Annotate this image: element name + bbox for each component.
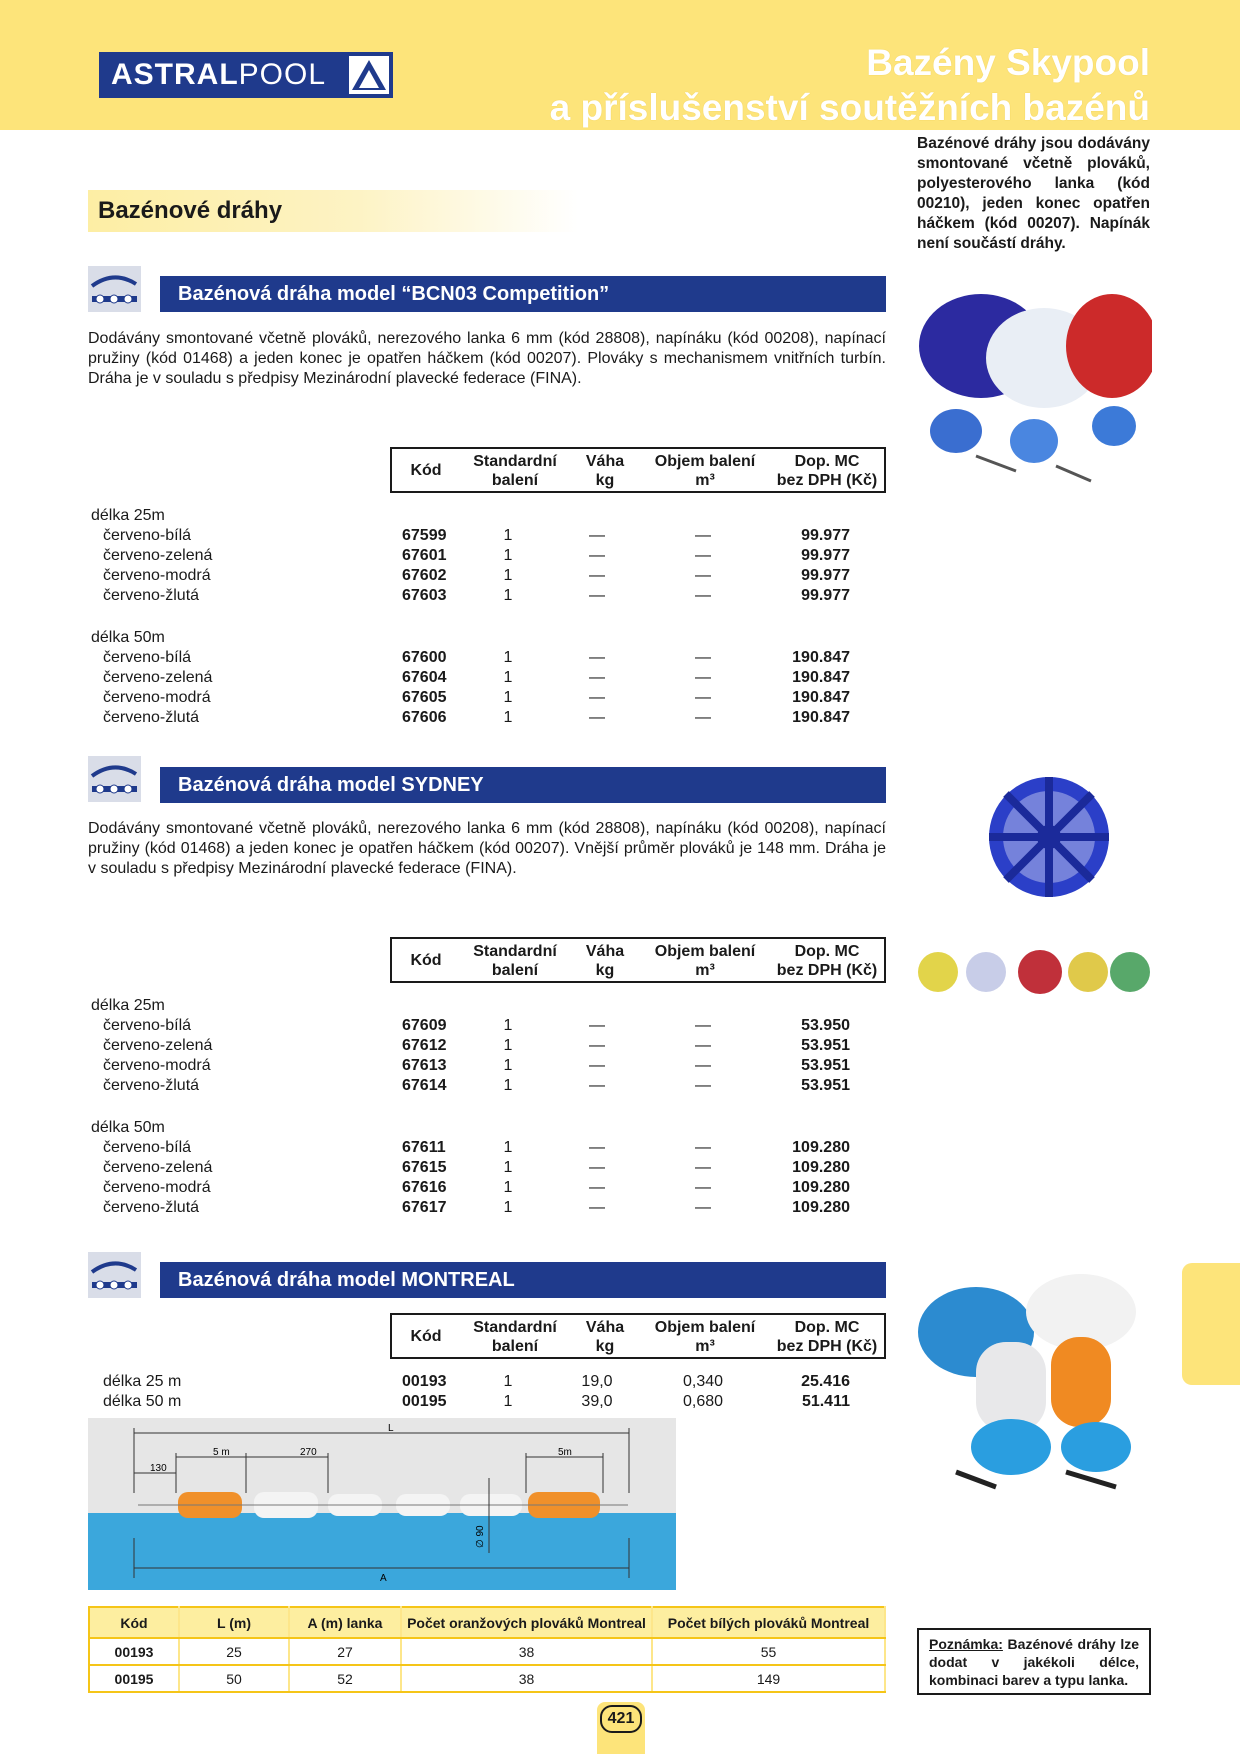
lane-rope-icon: [88, 1252, 141, 1298]
table-header-row: Kód L (m) A (m) lanka Počet oranžových plováků Montreal Počet bílých plováků Montreal: [89, 1607, 885, 1638]
note-box: [917, 1628, 1151, 1695]
table-row: 00195 50 52 38 149: [89, 1665, 885, 1692]
sydney-float-photo: [984, 772, 1114, 902]
table-row: červeno-zelená 67601 1 — — 99.977: [103, 547, 850, 564]
table-row: délka 50 m 00195 1 39,0 0,680 51.411: [103, 1393, 850, 1410]
table-row: červeno-žlutá 67606 1 — — 190.847: [103, 709, 850, 726]
table-row: délka 25 m 00193 1 19,0 0,340 25.416: [103, 1373, 850, 1390]
astralpool-logo: [99, 52, 393, 98]
sydney-color-floats-photo: [916, 944, 1152, 1000]
model-sydney-description: Dodávány smontované včetně plováků, nerezového lanka 6 mm (kód 28808), napínáku (kód 00208), napínací pružiny (kód 01468) a jeden konec je opatřen háčkem (kód 00207). Vnější průměr plováků je 148 mm. Dráha je v souladu s předpisy Mezinárodní plavecké federace (FINA).: [88, 820, 886, 877]
page-title: Bazény Skypool a příslušenství soutěžních bazénů: [549, 42, 1150, 128]
note-label: Poznámka:: [929, 1636, 1003, 1652]
group-label: délka 50m: [91, 1119, 165, 1136]
side-tab: [1182, 1263, 1240, 1385]
table-row: červeno-žlutá 67614 1 — — 53.951: [103, 1077, 850, 1094]
diagram-drawing: [88, 1418, 676, 1590]
table-row: červeno-modrá 67605 1 — — 190.847: [103, 689, 850, 706]
model-bcn03-description: Dodávány smontované včetně plováků, nerezového lanka 6 mm (kód 28808), napínáku (kód 00208), napínací pružiny (kód 01468) a jeden konec je opatřen háčkem (kód 00207). Plováky s mechanismem vnitřních turbín. Dráha je v souladu s předpisy Mezinárodní plavecké federace (FINA).: [88, 330, 886, 387]
label-5m-left: 5 m: [213, 1447, 230, 1458]
table-row: červeno-žlutá 67603 1 — — 99.977: [103, 587, 850, 604]
table-row: 00193 25 27 38 55: [89, 1638, 885, 1665]
table-row: červeno-modrá 67616 1 — — 109.280: [103, 1179, 850, 1196]
table-header-montreal: Kód Standardní balení Váha kg Objem balení m³ Dop. MC bez DPH (Kč): [390, 1313, 886, 1359]
table-row: červeno-zelená 67612 1 — — 53.951: [103, 1037, 850, 1054]
montreal-lane-diagram: [88, 1418, 676, 1590]
group-label: délka 50m: [91, 629, 165, 646]
montreal-floats-photo: [916, 1262, 1152, 1494]
page-number-tab: [597, 1702, 645, 1754]
label-phi90: ∅ 90: [475, 1525, 486, 1548]
label-5m-right: 5m: [558, 1447, 572, 1458]
label-L: L: [388, 1423, 394, 1434]
model-sydney-title: Bazénová dráha model SYDNEY: [160, 767, 886, 803]
logo-triangle-icon: [349, 56, 389, 94]
model-bcn03-title: Bazénová dráha model “BCN03 Competition”: [160, 276, 886, 312]
table-row: červeno-zelená 67604 1 — — 190.847: [103, 669, 850, 686]
side-note: Bazénové dráhy jsou dodávány smontované včetně plováků, polyesterového lanka (kód 00210), jeden konec opatřen háčkem (kód 00207). Napínák není součástí dráhy.: [917, 135, 1150, 252]
table-row: červeno-bílá 67599 1 — — 99.977: [103, 527, 850, 544]
section-title: Bazénové dráhy: [88, 190, 578, 232]
table-row: červeno-bílá 67611 1 — — 109.280: [103, 1139, 850, 1156]
label-A: A: [380, 1573, 387, 1584]
table-header-bcn03: Kód Standardní balení Váha kg Objem balení m³ Dop. MC bez DPH (Kč): [390, 447, 886, 493]
montreal-float-count-table: [88, 1606, 886, 1693]
table-row: červeno-zelená 67615 1 — — 109.280: [103, 1159, 850, 1176]
note-text: Bazénové dráhy lze dodat v jakékoli délce, kombinaci barev a typu lanka.: [929, 1636, 1139, 1688]
logo-bold: ASTRAL: [111, 58, 239, 91]
table-row: červeno-žlutá 67617 1 — — 109.280: [103, 1199, 850, 1216]
table-row: červeno-modrá 67602 1 — — 99.977: [103, 567, 850, 584]
group-label: délka 25m: [91, 507, 165, 524]
lane-rope-icon: [88, 756, 141, 802]
label-130: 130: [150, 1463, 167, 1474]
model-montreal-title: Bazénová dráha model MONTREAL: [160, 1262, 886, 1298]
table-row: červeno-bílá 67609 1 — — 53.950: [103, 1017, 850, 1034]
bcn03-floats-photo: [916, 276, 1152, 492]
page-number: 421: [600, 1705, 642, 1733]
table-header-sydney: Kód Standardní balení Váha kg Objem balení m³ Dop. MC bez DPH (Kč): [390, 937, 886, 983]
table-row: červeno-bílá 67600 1 — — 190.847: [103, 649, 850, 666]
label-270: 270: [300, 1447, 317, 1458]
table-row: červeno-modrá 67613 1 — — 53.951: [103, 1057, 850, 1074]
group-label: délka 25m: [91, 997, 165, 1014]
logo-light: POOL: [238, 58, 327, 91]
lane-rope-icon: [88, 266, 141, 312]
